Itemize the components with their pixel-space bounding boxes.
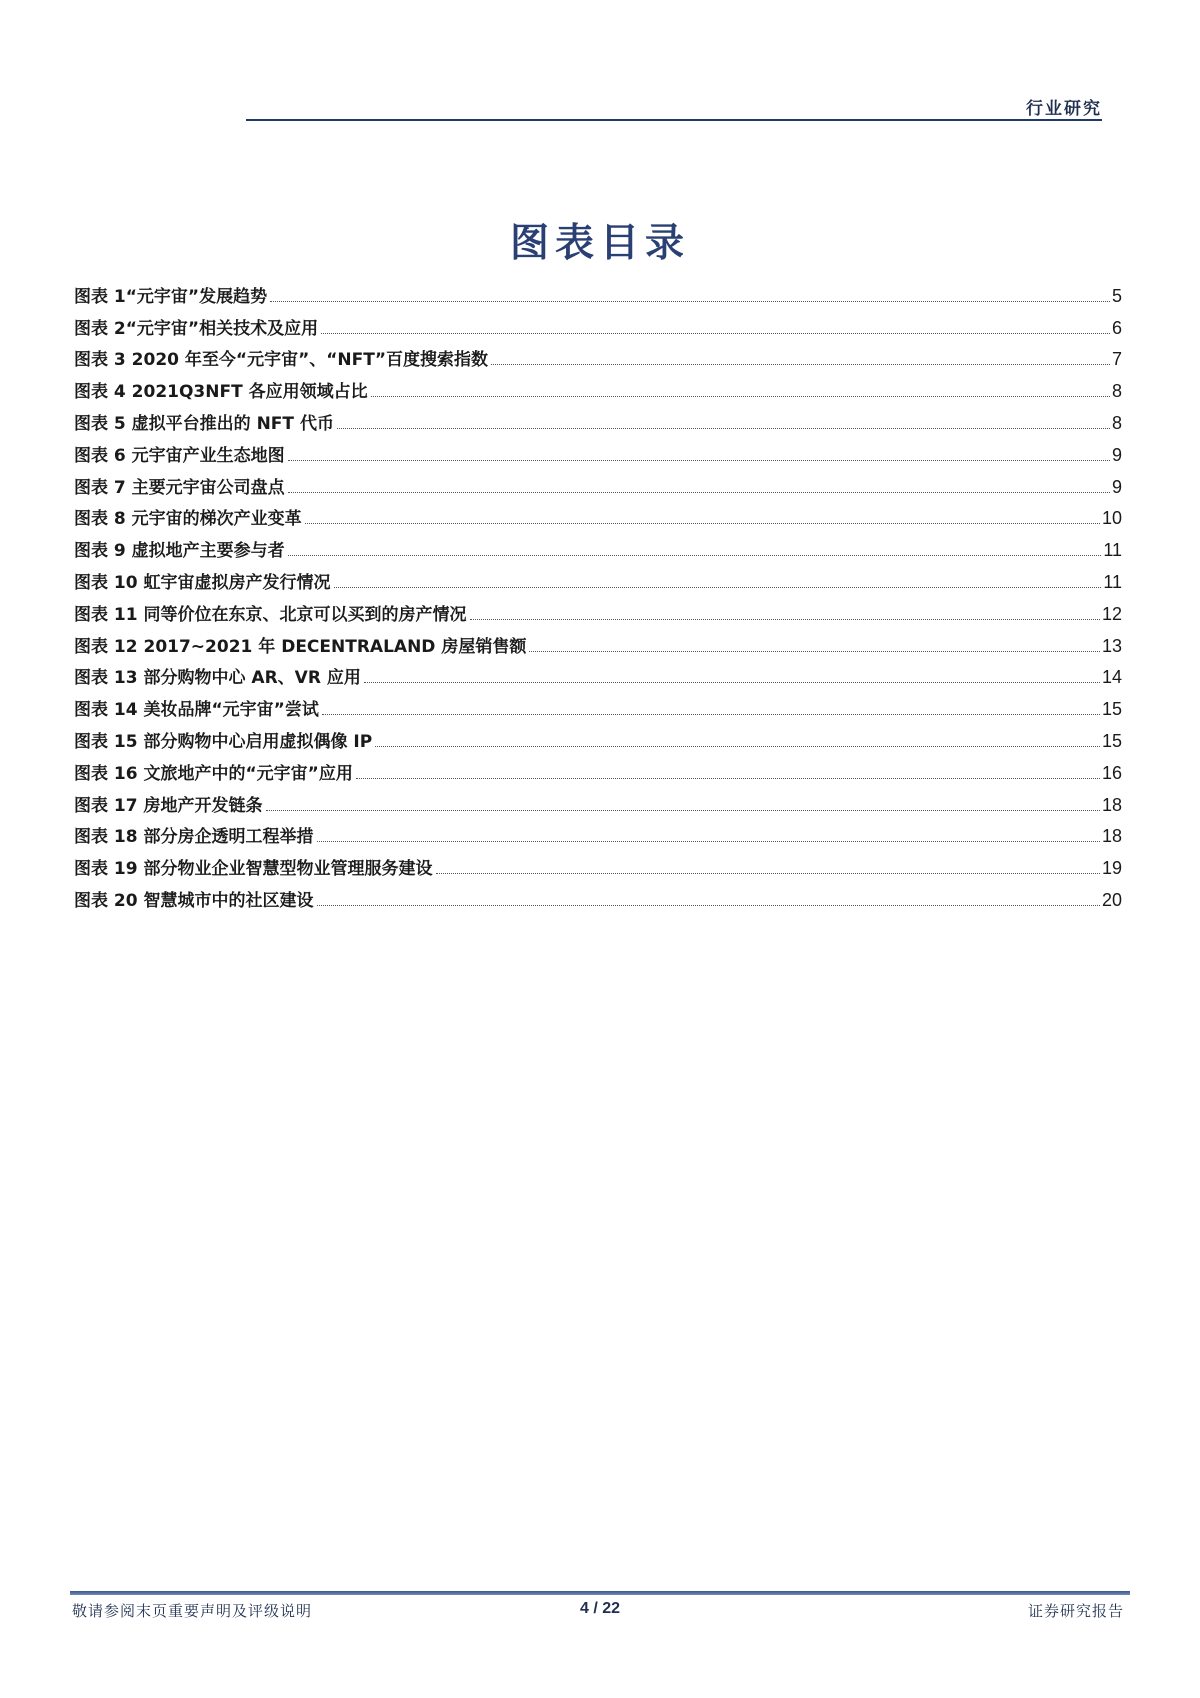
toc-entry-page: 6 [1111,317,1122,338]
toc-dot-leader [371,395,1110,397]
toc-entry-label: 图表 9 虚拟地产主要参与者 [74,541,285,562]
toc-entry[interactable] [74,720,1122,752]
footer-disclaimer: 敬请参阅末页重要声明及评级说明 [72,1602,313,1620]
toc-dot-leader [305,522,1100,524]
toc-entry-label: 图表 20 智慧城市中的社区建设 [74,890,314,911]
toc-entry-label: 图表 8 元宇宙的梯次产业变革 [74,509,302,530]
header-section-label: 行业研究 [1026,99,1102,119]
footer-divider [70,1591,1130,1595]
toc-entry-page: 18 [1101,826,1122,847]
toc-entry-page: 15 [1101,699,1122,720]
toc-entry[interactable] [74,657,1122,689]
toc-entry[interactable] [74,784,1122,816]
toc-title: 图表目录 [509,220,690,266]
toc-entry-label: 图表 16 文旅地产中的“元宇宙”应用 [74,763,353,784]
toc-entry-label: 图表 1“元宇宙”发展趋势 [74,286,268,307]
toc-entry-label: 图表 2“元宇宙”相关技术及应用 [74,318,319,339]
toc-entry-label: 图表 18 部分房企透明工程举措 [74,827,314,848]
footer-report-type: 证券研究报告 [1027,1602,1124,1620]
toc-entry-page: 9 [1111,444,1122,465]
toc-entry[interactable] [74,879,1122,911]
toc-entry-label: 图表 19 部分物业企业智慧型物业管理服务建设 [74,859,433,880]
toc-entry-page: 14 [1101,667,1122,688]
toc-entry-page: 20 [1101,889,1122,910]
toc-dot-leader [288,491,1110,493]
toc-entry-label: 图表 11 同等价位在东京、北京可以买到的房产情况 [74,604,467,625]
toc-dot-leader [356,777,1100,779]
toc-list [74,275,1122,911]
toc-entry-label: 图表 6 元宇宙产业生态地图 [74,445,285,466]
toc-entry-page: 8 [1111,412,1122,433]
toc-dot-leader [317,840,1100,842]
toc-dot-leader [322,713,1100,715]
toc-dot-leader [288,459,1110,461]
toc-dot-leader [321,332,1110,334]
toc-entry[interactable] [74,752,1122,784]
toc-entry-label: 图表 10 虹宇宙虚拟房产发行情况 [74,572,331,593]
toc-dot-leader [364,681,1100,683]
toc-dot-leader [288,554,1102,556]
toc-entry[interactable] [74,434,1122,466]
toc-entry[interactable] [74,370,1122,402]
toc-entry[interactable] [74,816,1122,848]
toc-entry[interactable] [74,688,1122,720]
toc-entry-label: 图表 7 主要元宇宙公司盘点 [74,477,285,498]
toc-entry-label: 图表 5 虚拟平台推出的 NFT 代币 [74,413,334,434]
toc-entry[interactable] [74,339,1122,371]
toc-entry-page: 5 [1111,285,1122,306]
toc-dot-leader [317,904,1100,906]
footer-page-indicator: 4 / 22 [579,1600,621,1617]
toc-dot-leader [375,745,1100,747]
toc-entry[interactable] [74,466,1122,498]
toc-entry-label: 图表 13 部分购物中心 AR、VR 应用 [74,668,361,689]
toc-dot-leader [436,872,1100,874]
toc-entry-page: 16 [1101,762,1122,783]
toc-entry[interactable] [74,561,1122,593]
toc-entry-page: 12 [1101,603,1122,624]
toc-entry-page: 11 [1103,571,1122,592]
toc-entry-page: 11 [1103,540,1122,561]
toc-dot-leader [334,586,1102,588]
toc-entry[interactable] [74,529,1122,561]
header-divider [246,119,1102,121]
toc-entry[interactable] [74,402,1122,434]
toc-entry-page: 15 [1101,730,1122,751]
toc-dot-leader [270,300,1110,302]
toc-dot-leader [470,618,1100,620]
toc-entry-label: 图表 12 2017~2021 年 DECENTRALAND 房屋销售额 [74,636,527,657]
toc-dot-leader [266,809,1100,811]
toc-entry-page: 10 [1101,508,1122,529]
toc-entry-label: 图表 15 部分购物中心启用虚拟偶像 IP [74,731,373,752]
toc-entry-page: 13 [1101,635,1122,656]
toc-entry[interactable] [74,307,1122,339]
toc-dot-leader [529,650,1100,652]
toc-entry-label: 图表 17 房地产开发链条 [74,795,263,816]
toc-entry-label: 图表 14 美妆品牌“元宇宙”尝试 [74,700,319,721]
toc-entry[interactable] [74,275,1122,307]
toc-entry-page: 8 [1111,381,1122,402]
toc-entry[interactable] [74,847,1122,879]
toc-entry-page: 7 [1111,349,1122,370]
toc-entry-page: 18 [1101,794,1122,815]
toc-dot-leader [491,363,1110,365]
toc-dot-leader [337,427,1110,429]
toc-entry-page: 9 [1111,476,1122,497]
toc-entry[interactable] [74,498,1122,530]
toc-entry[interactable] [74,593,1122,625]
toc-entry-label: 图表 4 2021Q3NFT 各应用领域占比 [74,382,368,403]
toc-entry-label: 图表 3 2020 年至今“元宇宙”、“NFT”百度搜索指数 [74,350,489,371]
toc-entry[interactable] [74,625,1122,657]
toc-entry-page: 19 [1101,858,1122,879]
